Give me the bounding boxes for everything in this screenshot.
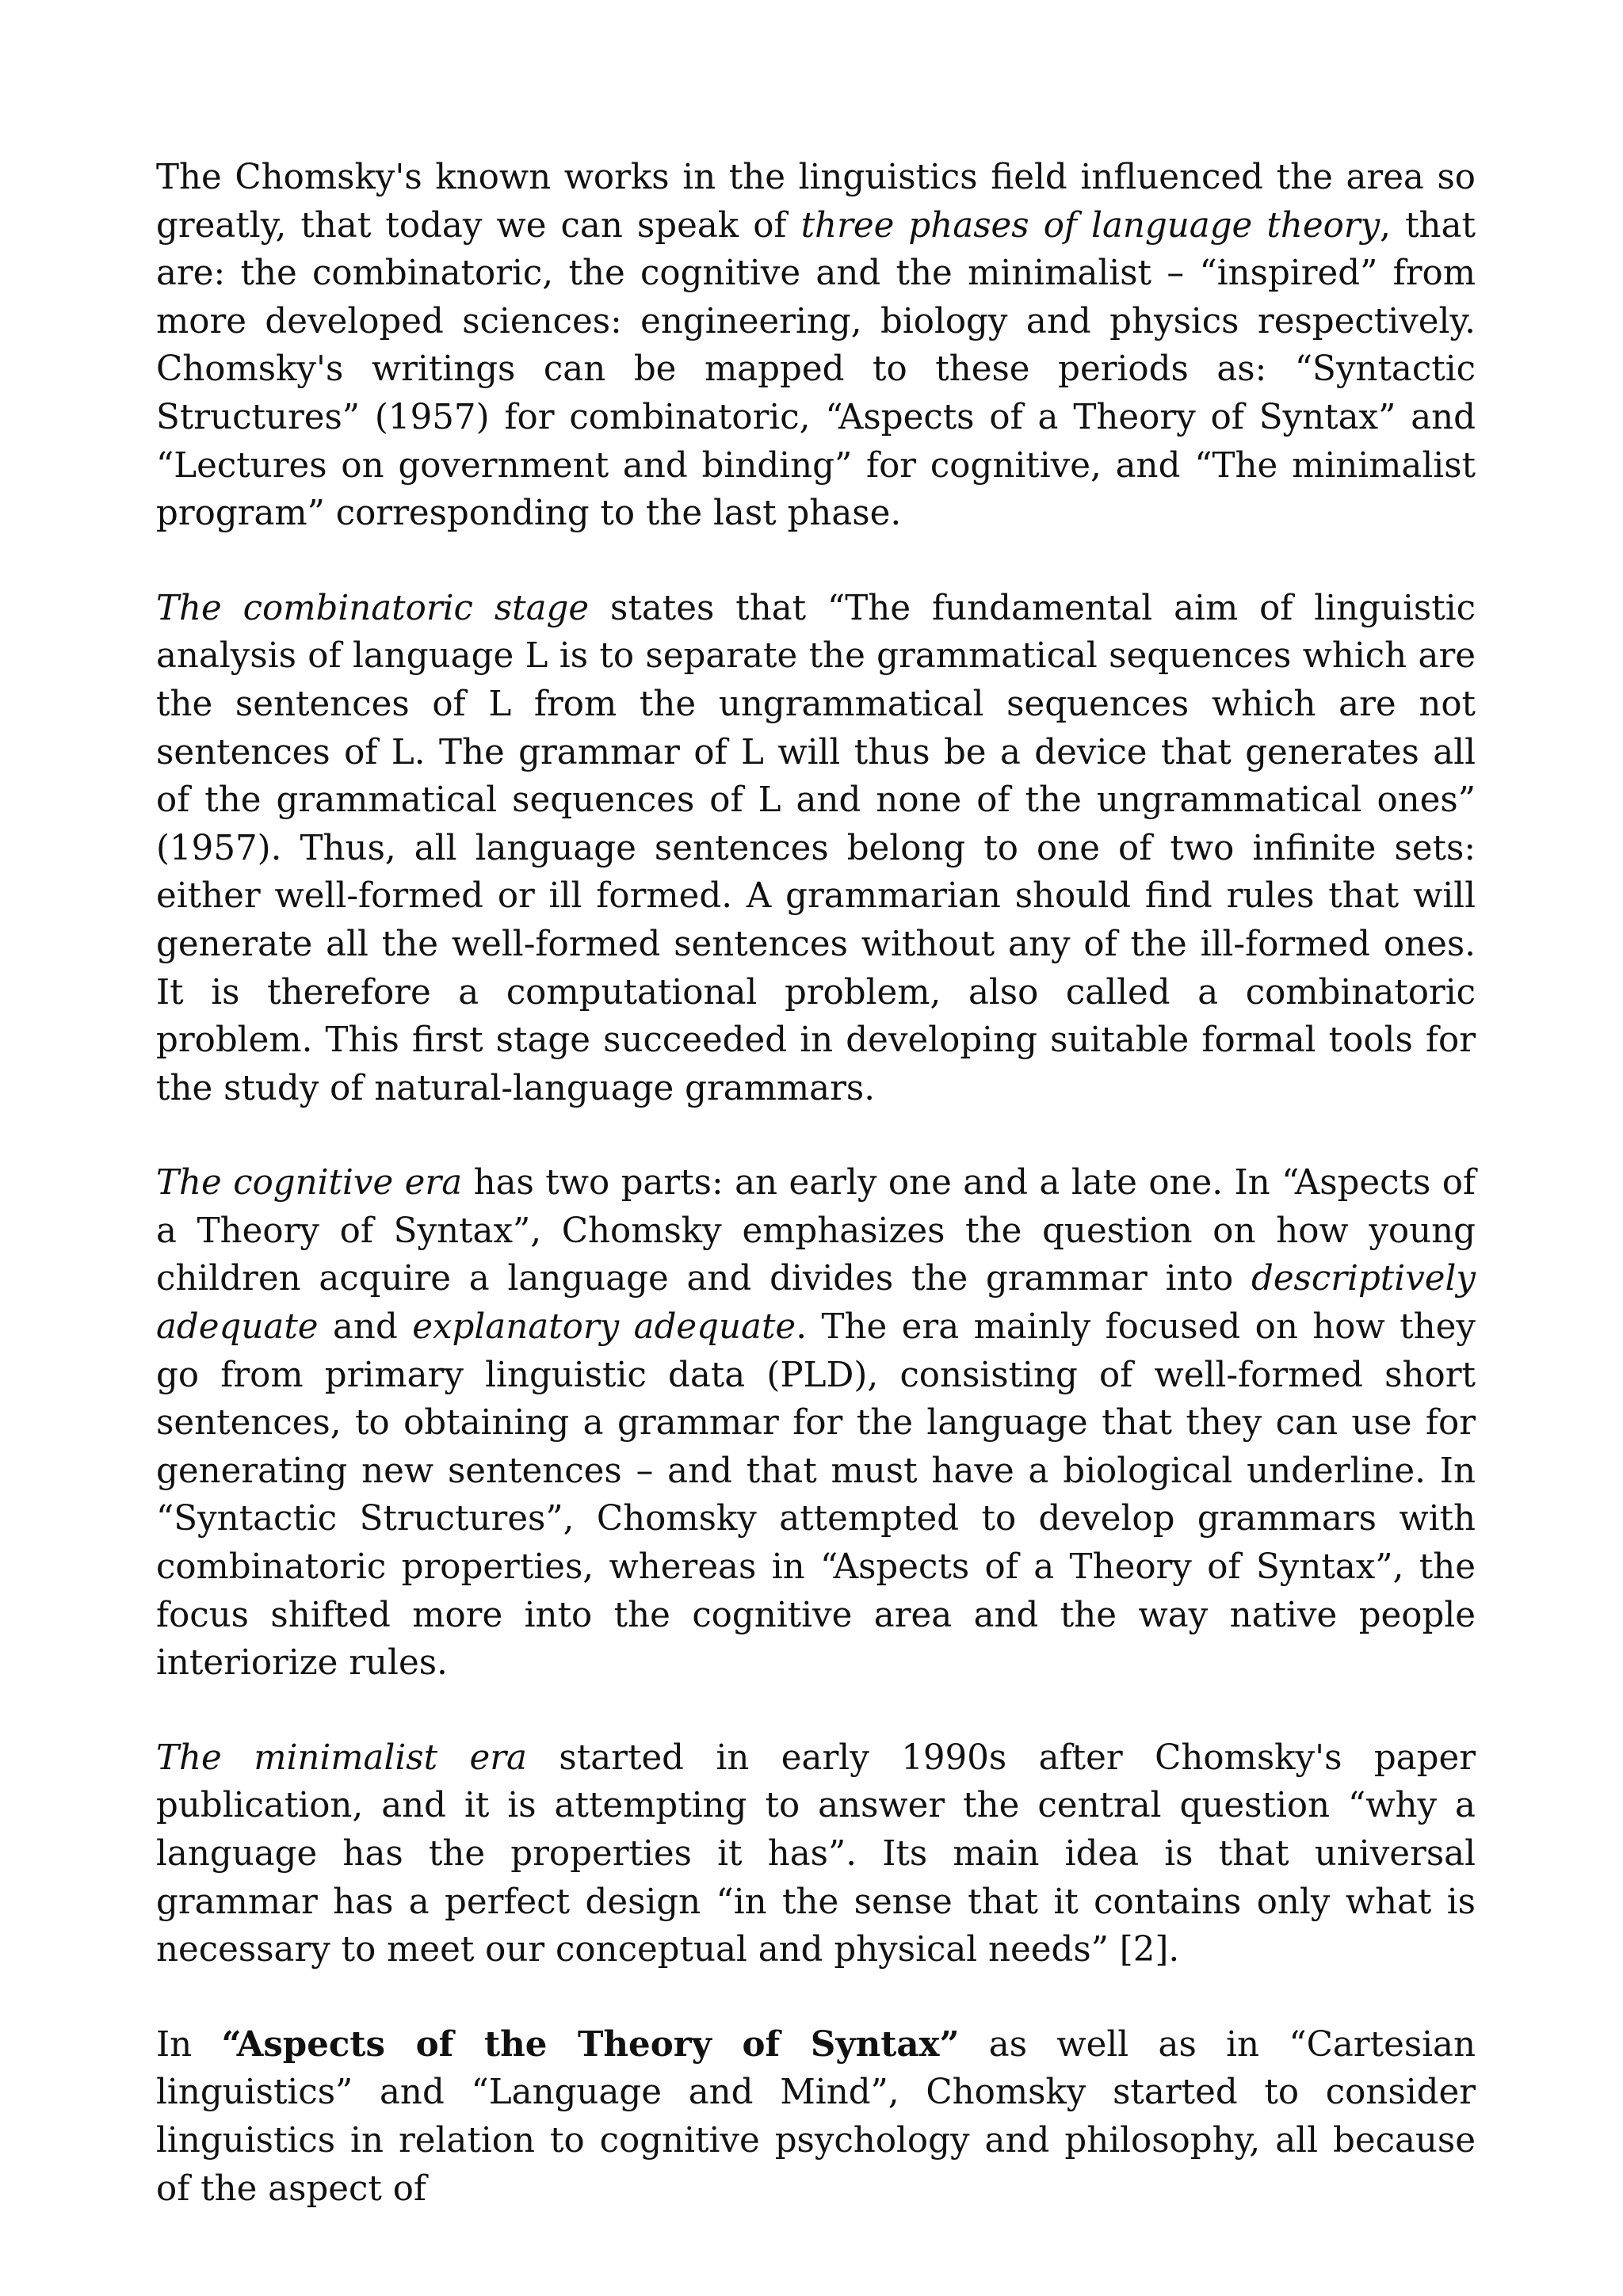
paragraph-three-phases <box>156 154 1476 538</box>
text-segment: In <box>156 2024 222 2065</box>
document-page <box>156 154 1476 2213</box>
text-segment: and <box>318 1307 413 1348</box>
italic-phrase: The cognitive era <box>156 1163 463 1203</box>
paragraph-cognitive-era <box>156 1159 1476 1688</box>
text-segment: . The era mainly focused on how they go from primary linguistic data (PLD), consisting of well-formed short sentences, to obtaining a grammar for the language that they can use for generating new sentences – and that must have a biological underline. In “Syntactic Structures”, Chomsky attempted to develop grammars with combinatoric properties, whereas in “Aspects of a Theory of Syntax”, the focus shifted more into the cognitive area and the way native people interiorize rules. <box>156 1307 1476 1684</box>
italic-phrase: three phases of language theory <box>800 205 1381 246</box>
italic-phrase: The combinatoric stage <box>156 588 590 628</box>
text-segment: started in early 1990s after Chomsky's paper publication, and it is attempting to answer the central question “why a language has the properties it has”. Its main idea is that universal grammar has a perfect design “in the sense that it contains only what is necessary to meet our conceptual and physical needs” [2]. <box>156 1737 1476 1970</box>
bold-phrase: “Aspects of the Theory of Syntax” <box>221 2023 960 2065</box>
text-segment: The Chomsky's known works in the linguistics field influenced the area so greatly, that today we can speak of <box>156 158 1476 246</box>
text-segment: states that “The fundamental aim of linguistic analysis of language L is to separate the grammatical sequences which are the sentences of L from the ungrammatical sequences which are not sentences of L. The grammar of L will thus be a device that generates all of the grammatical sequences of L and none of the ungrammatical ones” (1957). Thus, all language sentences belong to one of two infinite sets: either well-formed or ill formed. A grammarian should find rules that will generate all the well-formed sentences without any of the ill-formed ones. It is therefore a computational problem, also called a combinatoric problem. This first stage succeeded in developing suitable formal tools for the study of natural-language grammars. <box>156 588 1476 1108</box>
italic-phrase: descriptively adequate <box>156 1259 1476 1348</box>
italic-phrase: explanatory adequate <box>412 1307 796 1348</box>
italic-phrase: The minimalist era <box>156 1737 527 1778</box>
paragraph-aspects-theory <box>156 2021 1476 2213</box>
text-segment: as well as in “Cartesian linguistics” and “Language and Mind”, Chomsky started to consider linguistics in relation to cognitive psychology and philosophy, all because of the aspect of <box>156 2024 1476 2209</box>
text-segment: has two parts: an early one and a late one. In “Aspects of a Theory of Syntax”, Chomsky emphasizes the question on how young children acquire a language and divides the grammar into <box>156 1163 1476 1299</box>
paragraph-combinatoric-stage <box>156 585 1476 1113</box>
paragraph-minimalist-era <box>156 1734 1476 1974</box>
text-segment: , that are: the combinatoric, the cognitive and the minimalist – “inspired” from more developed sciences: engineering, biology and physics respectively. Chomsky's writings can be mapped to these periods as: “Syntactic Structures” (1957) for combinatoric, “Aspects of a Theory of Syntax” and “Lectures on government and binding” for cognitive, and “The minimalist program” corresponding to the last phase. <box>156 205 1476 534</box>
